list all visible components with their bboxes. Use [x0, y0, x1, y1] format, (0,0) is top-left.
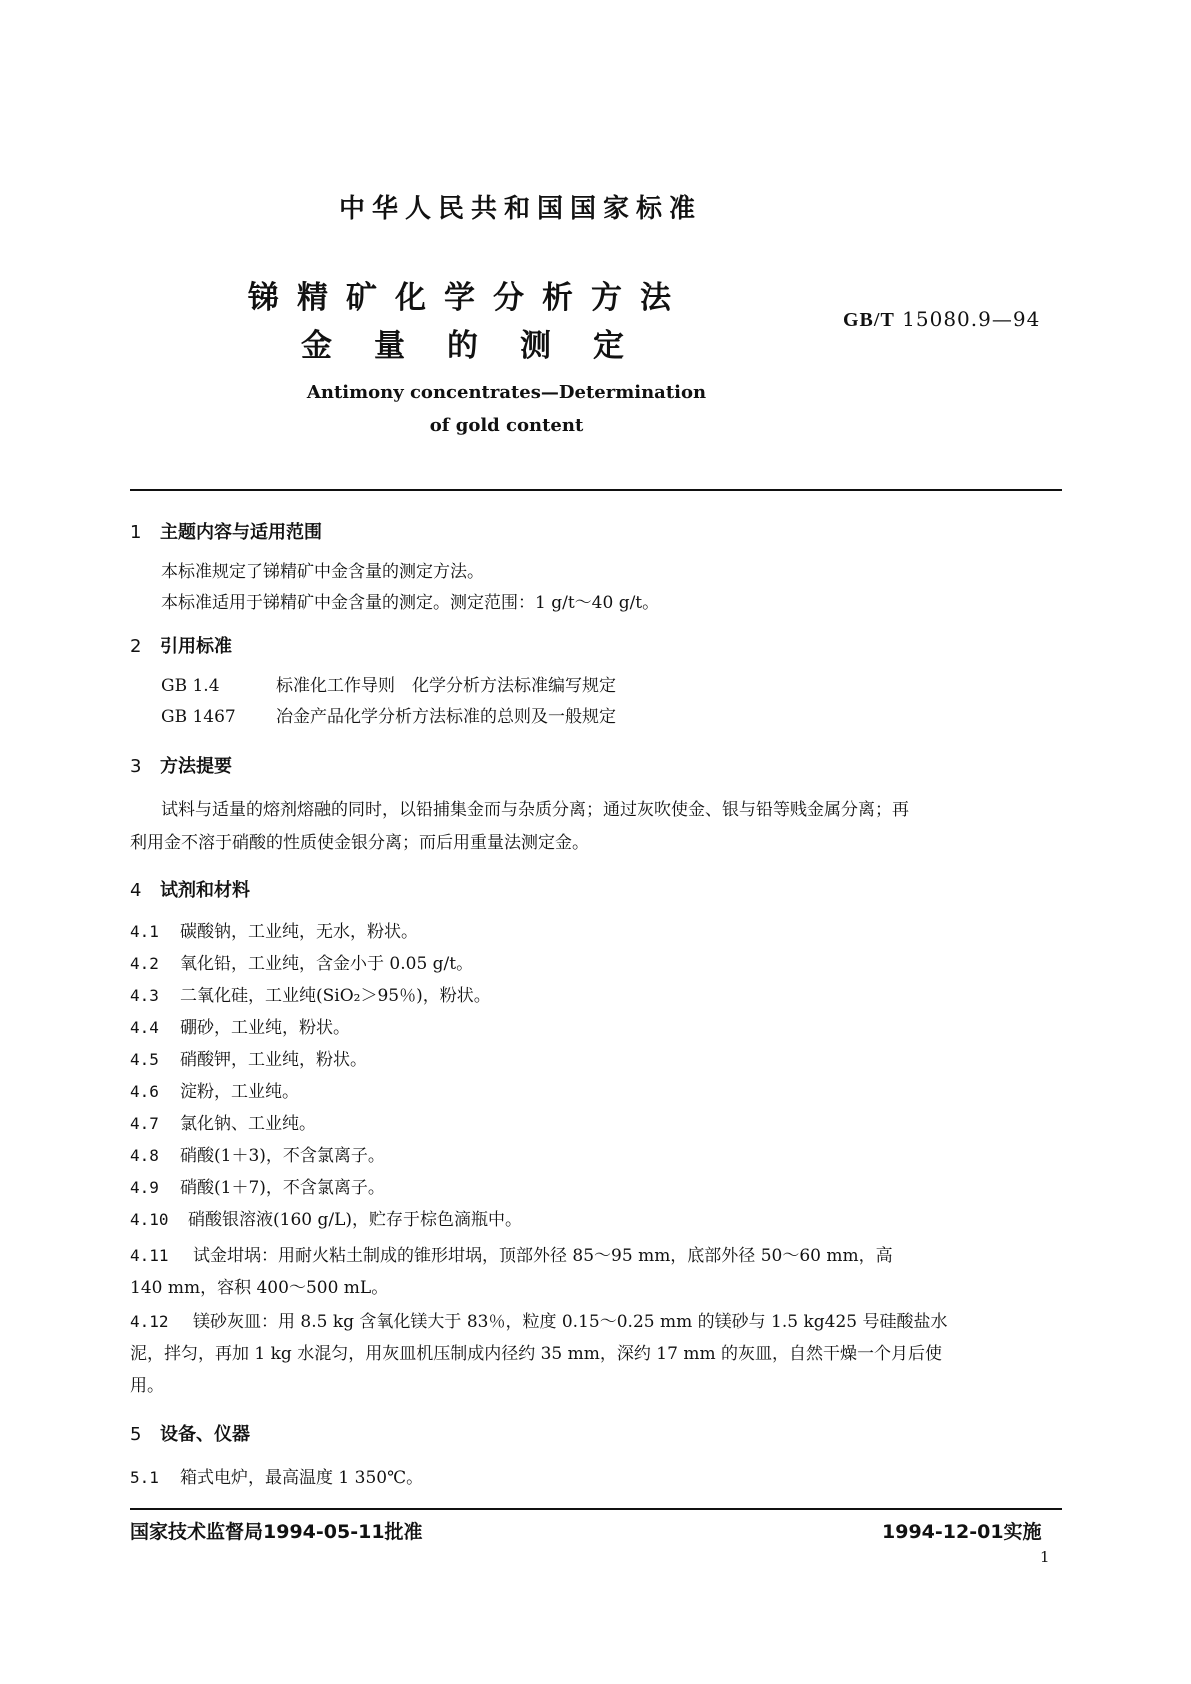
- section-title: 引用标准: [160, 636, 232, 657]
- section-5-heading: [130, 1420, 250, 1446]
- section-number: 2: [130, 636, 142, 657]
- item-number: 4.6: [130, 1082, 159, 1101]
- section-2-heading: [130, 632, 232, 658]
- item-text: 硝酸(1＋3)，不含氯离子。: [180, 1146, 385, 1166]
- page-number: 1: [1040, 1548, 1050, 1566]
- standard-code: [843, 307, 1040, 332]
- section-1-heading: [130, 518, 322, 544]
- item-text: 淀粉，工业纯。: [180, 1082, 299, 1102]
- item-number: 4.2: [130, 954, 159, 973]
- reagent-item: [130, 917, 418, 942]
- title-line-2: 金量的测定: [301, 328, 666, 364]
- standard-name: 中华人民共和国国家标准: [338, 194, 702, 224]
- section-number: 5: [130, 1424, 142, 1445]
- item-text: 二氧化硅，工业纯(SiO₂＞95％)，粉状。: [180, 986, 491, 1006]
- section-title: 主题内容与适用范围: [160, 522, 322, 543]
- reagent-item: [130, 1141, 385, 1166]
- section-3-line-2: 利用金不溶于硝酸的性质使金银分离；而后用重量法测定金。: [130, 833, 589, 853]
- reagent-item-4-11-line-2: 140 mm，容积 400～500 mL。: [130, 1278, 389, 1298]
- approval-line: 国家技术监督局1994-05-11批准: [130, 1521, 423, 1543]
- section-1-paragraph-2: 本标准适用于锑精矿中金含量的测定。测定范围：1 g/t～40 g/t。: [161, 593, 660, 613]
- section-4-heading: [130, 876, 250, 902]
- section-title: 设备、仪器: [160, 1424, 250, 1445]
- section-number: 1: [130, 522, 142, 543]
- item-number: 4.12: [130, 1312, 169, 1331]
- section-number: 4: [130, 880, 142, 901]
- reagent-item: [130, 949, 473, 974]
- reagent-item-4-12-line-2: 泥，拌匀，再加 1 kg 水混匀，用灰皿机压制成内径约 35 mm，深约 17 mm 的灰皿，自然干燥一个月后使: [130, 1344, 942, 1364]
- reagent-item: [130, 1077, 299, 1102]
- reagent-item: [130, 1045, 367, 1070]
- reference-item: [161, 671, 616, 696]
- english-title-line-2: of gold content: [429, 415, 584, 436]
- item-text: 硼砂，工业纯，粉状。: [180, 1018, 350, 1038]
- item-number: 4.1: [130, 922, 159, 941]
- section-title: 试剂和材料: [160, 880, 250, 901]
- item-number: 4.7: [130, 1114, 159, 1133]
- reagent-item: [130, 1109, 316, 1134]
- english-title-line-1: Antimony concentrates—Determination: [306, 382, 707, 403]
- title-line-1: 锑精矿化学分析方法: [248, 280, 689, 316]
- item-number: 4.10: [130, 1210, 169, 1229]
- reference-text: 标准化工作导则 化学分析方法标准编写规定: [276, 676, 616, 696]
- item-number: 4.4: [130, 1018, 159, 1037]
- reagent-item-4-11-line-1: [130, 1241, 893, 1266]
- reagent-item-4-12-line-1: [130, 1307, 948, 1332]
- reference-code: GB 1467: [161, 707, 236, 727]
- item-text: 硝酸银溶液(160 g/L)，贮存于棕色滴瓶中。: [188, 1210, 523, 1230]
- item-number: 4.11: [130, 1246, 169, 1265]
- reference-text: 冶金产品化学分析方法标准的总则及一般规定: [276, 707, 616, 727]
- item-number: 4.9: [130, 1178, 159, 1197]
- item-number: 4.3: [130, 986, 159, 1005]
- standard-number: 15080.9—94: [902, 307, 1041, 331]
- bottom-divider: [130, 1508, 1062, 1510]
- section-number: 3: [130, 756, 142, 777]
- section-3-heading: [130, 752, 232, 778]
- item-text: 镁砂灰皿：用 8.5 kg 含氧化镁大于 83％，粒度 0.15～0.25 mm 的镁砂与 1.5 kg425 号硅酸盐水: [193, 1312, 948, 1332]
- item-text: 碳酸钠，工业纯，无水，粉状。: [180, 922, 418, 942]
- section-title: 方法提要: [160, 756, 232, 777]
- item-text: 氧化铅，工业纯，含金小于 0.05 g/t。: [180, 954, 474, 974]
- reagent-item: [130, 981, 491, 1006]
- item-text: 试金坩埚：用耐火粘土制成的锥形坩埚，顶部外径 85～95 mm，底部外径 50～60 mm，高: [193, 1246, 893, 1266]
- item-text: 硝酸钾，工业纯，粉状。: [180, 1050, 367, 1070]
- reagent-item-4-12-line-3: 用。: [130, 1376, 164, 1396]
- item-text: 硝酸(1＋7)，不含氯离子。: [180, 1178, 385, 1198]
- item-number: 5.1: [130, 1468, 159, 1487]
- item-number: 4.5: [130, 1050, 159, 1069]
- reference-item: [161, 702, 616, 727]
- item-text: 氯化钠、工业纯。: [180, 1114, 316, 1134]
- reagent-item: [130, 1173, 385, 1198]
- reference-code: GB 1.4: [161, 676, 220, 696]
- reagent-item: [130, 1013, 350, 1038]
- equipment-item: [130, 1463, 423, 1488]
- item-number: 4.8: [130, 1146, 159, 1165]
- section-1-paragraph-1: 本标准规定了锑精矿中金含量的测定方法。: [161, 562, 484, 582]
- reagent-item: [130, 1205, 522, 1230]
- implementation-line: 1994-12-01实施: [882, 1521, 1042, 1543]
- top-divider: [130, 489, 1062, 491]
- section-3-line-1: 试料与适量的熔剂熔融的同时，以铅捕集金而与杂质分离；通过灰吹使金、银与铅等贱金属分离；再: [161, 800, 909, 820]
- item-text: 箱式电炉，最高温度 1 350℃。: [180, 1468, 424, 1488]
- standard-prefix: GB/T: [843, 309, 895, 331]
